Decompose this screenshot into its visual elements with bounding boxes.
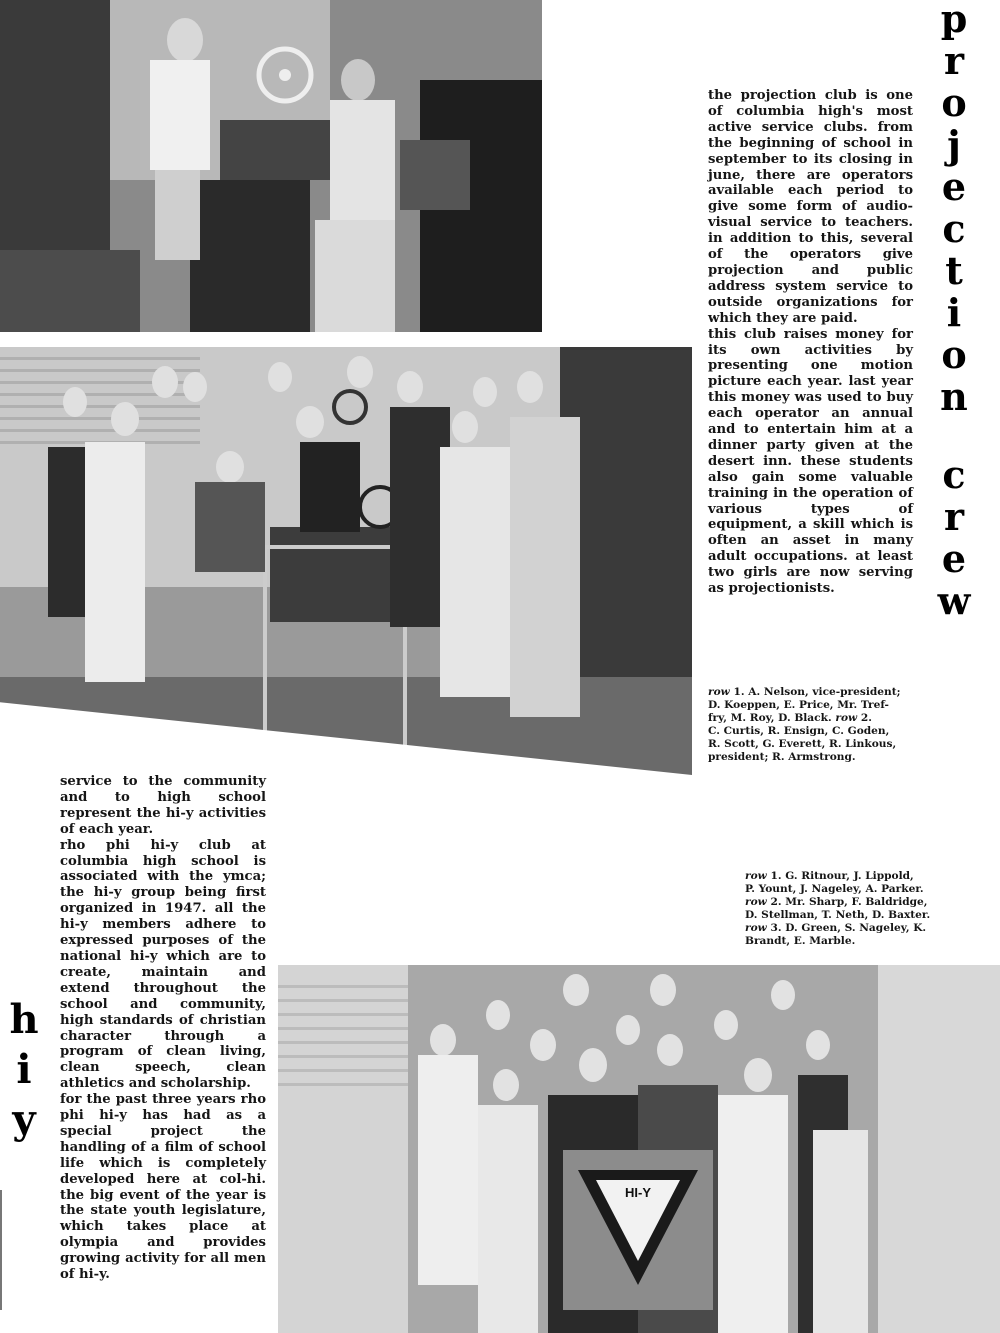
caption-line: P. Yount, J. Nageley, A. Parker.	[745, 883, 924, 895]
caption-line: fry, M. Roy, D. Black. row 2.	[708, 712, 872, 724]
title-letter: e	[941, 164, 967, 209]
title-letter: h	[9, 996, 39, 1043]
title-letter: r	[943, 38, 965, 83]
title-letter: n	[940, 374, 968, 419]
body-paragraph: the projection club is one of columbia high's most active service clubs. from the beginning of school in september to its closing in june, there are operators available each period to give some form of audio-visual service to teachers. in addition to this, several of the operators give projection and public address system service to outside organizations for which they are paid.	[708, 88, 913, 326]
title-letter: r	[943, 494, 965, 539]
title-letter: i	[946, 290, 962, 335]
title-letter: c	[942, 206, 966, 251]
caption-line: row 1. G. Ritnour, J. Lippold,	[745, 870, 914, 882]
caption-line: row 3. D. Green, S. Nageley, K.	[745, 922, 927, 934]
body-paragraph: this club raises money for its own activities by presenting one motion picture each year. last year this money was used to buy each operator an annual and to entertain him at a dinner party given at the desert inn. these students also gain some valuable training in the operation of various types of equipment, a skill which is often an asset in many adult occupations. at least two girls are now serving as projectionists.	[708, 326, 913, 597]
projection-crew-body	[708, 88, 913, 597]
caption-line: D. Stellman, T. Neth, D. Baxter.	[745, 909, 931, 921]
caption-line: D. Koeppen, E. Price, Mr. Tref-	[708, 699, 889, 711]
title-letter: o	[941, 80, 967, 125]
hiy-body	[60, 774, 266, 1283]
page-edge-fragment	[0, 1190, 8, 1310]
body-paragraph: service to the community and to high school represent the hi-y activities of each year.	[60, 774, 266, 837]
title-letter: p	[940, 0, 968, 41]
hiy-sign-text: HI-Y	[625, 1185, 651, 1200]
title-letter: e	[941, 536, 967, 581]
title-letter: w	[937, 578, 971, 623]
caption-line: row 1. A. Nelson, vice-president;	[708, 686, 901, 698]
caption-line: C. Curtis, R. Ensign, C. Goden,	[708, 725, 890, 737]
photo-projector-operators	[0, 0, 542, 332]
section-title-hi-y	[4, 996, 44, 1143]
title-letter: y	[12, 1096, 36, 1143]
title-letter: i	[16, 1046, 32, 1093]
projection-crew-caption	[708, 686, 923, 764]
photo-projection-crew-group	[0, 347, 692, 775]
title-letter: o	[941, 332, 967, 377]
section-title-projection-crew	[918, 0, 990, 623]
photo-hiy-group	[278, 965, 1000, 1333]
title-letter: c	[942, 452, 966, 497]
caption-line: row 2. Mr. Sharp, F. Baldridge,	[745, 896, 928, 908]
title-letter: j	[947, 122, 961, 167]
body-paragraph: for the past three years rho phi hi-y has had as a special project the handling of a film of school life which is completely developed here at col-hi. the big event of the year is the state youth legislature, which takes place at olympia and provides growing activity for all men of hi-y.	[60, 1092, 266, 1283]
title-letter: t	[945, 248, 963, 293]
caption-line: president; R. Armstrong.	[708, 751, 856, 763]
caption-line: Brandt, E. Marble.	[745, 935, 856, 947]
caption-line: R. Scott, G. Everett, R. Linkous,	[708, 738, 897, 750]
body-paragraph: rho phi hi-y club at columbia high school is associated with the ymca; the hi-y group being first organized in 1947. all the hi-y members adhere to expressed purposes of the national hi-y which are to create, maintain and extend throughout the school and community, high standards of christian character through a program of clean living, clean speech, clean athletics and scholarship.	[60, 837, 266, 1092]
hiy-caption	[745, 870, 965, 948]
